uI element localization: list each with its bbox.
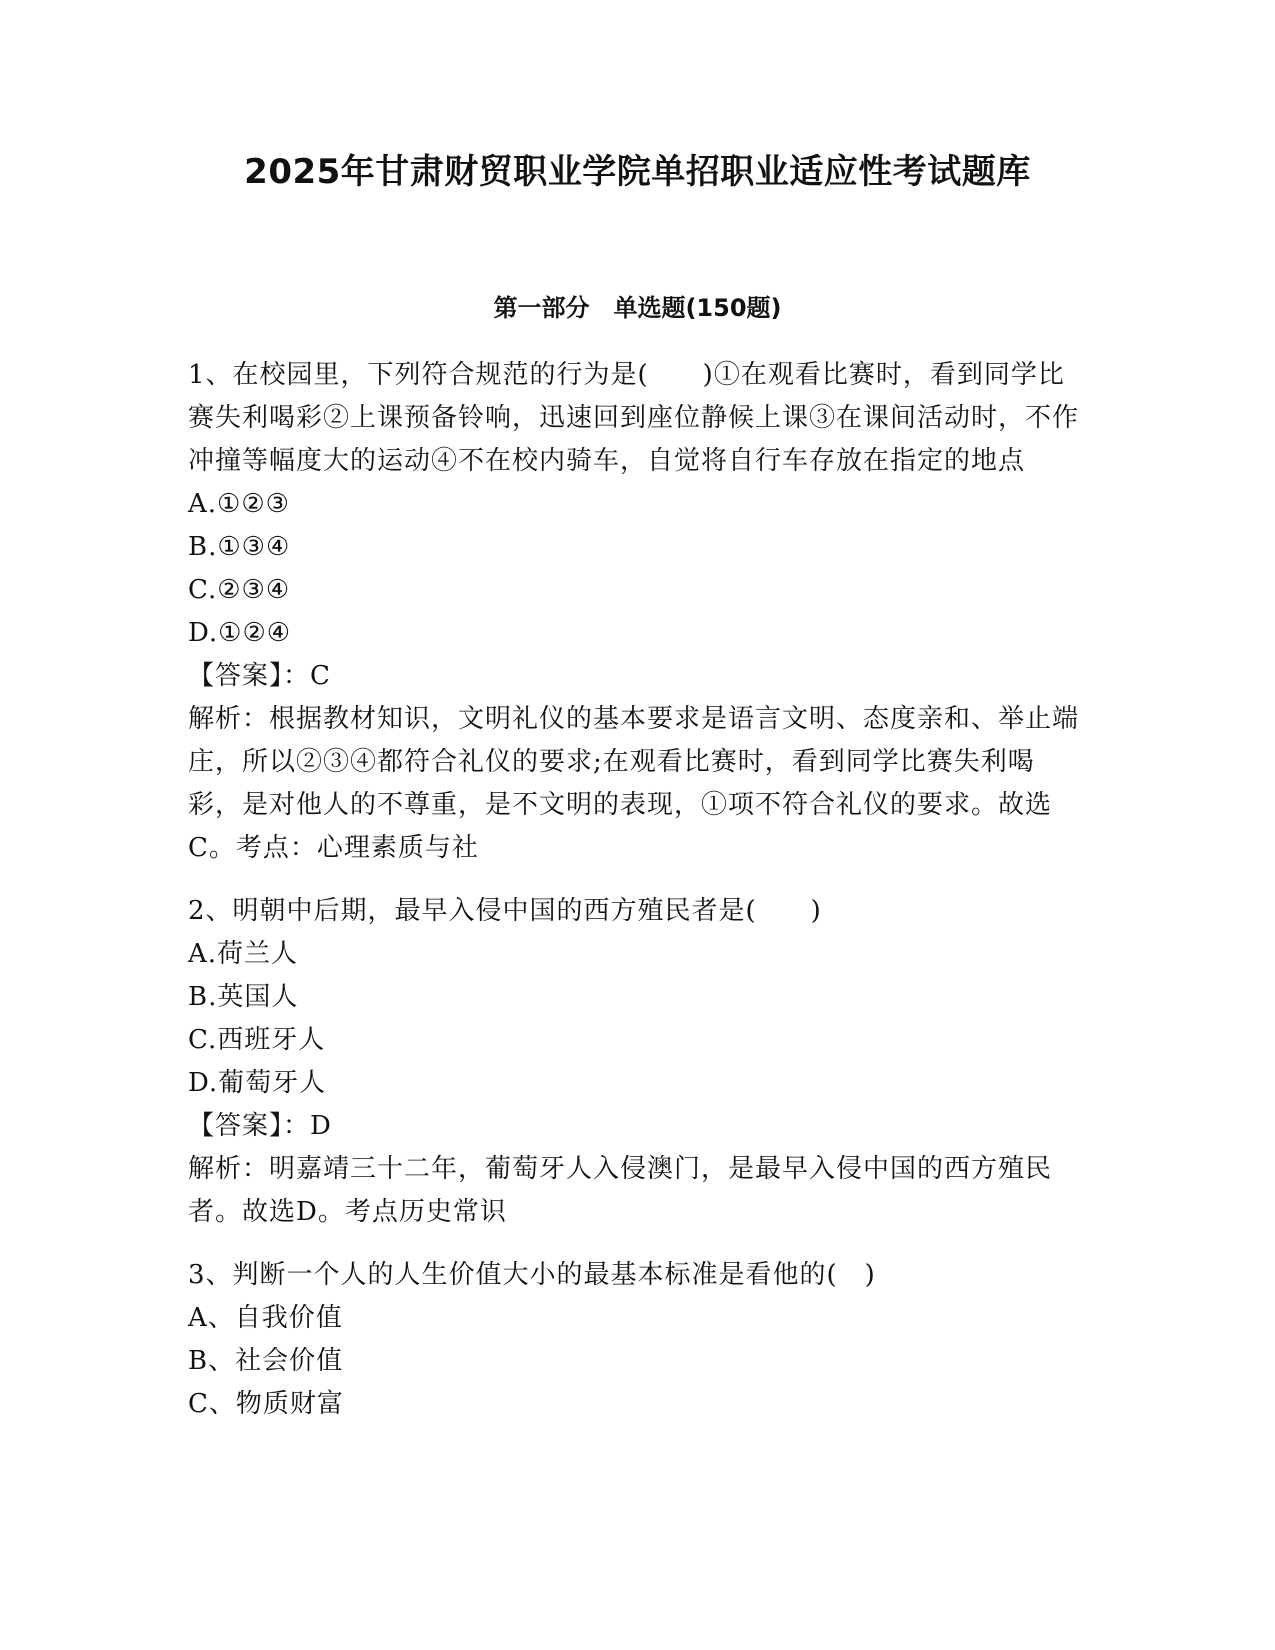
question-stem: 3、判断一个人的人生价值大小的最基本标准是看他的( )	[188, 1260, 876, 1290]
option-a: A.荷兰人	[188, 939, 299, 969]
answer-value: C	[310, 661, 331, 691]
question-stem: 2、明朝中后期，最早入侵中国的西方殖民者是( )	[188, 896, 822, 926]
section-title: 第一部分 单选题(150题)	[493, 294, 782, 322]
option-d: D.①②④	[188, 618, 292, 648]
document-title: 2025年甘肃财贸职业学院单招职业适应性考试题库	[244, 152, 1031, 192]
analysis-text: 解析：明嘉靖三十二年，葡萄牙人入侵澳门，是最早入侵中国的西方殖民者。故选D。考点历史常识	[188, 1154, 1053, 1227]
question-list	[188, 354, 1088, 1446]
answer-label: 【答案】	[188, 1111, 284, 1141]
analysis-text: 解析：根据教材知识，文明礼仪的基本要求是语言文明、态度亲和、举止端庄，所以②③④都符合礼仪的要求;在观看比赛时，看到同学比赛失利喝彩，是对他人的不尊重，是不文明的表现，①项不符合礼仪的要求。故选C。考点：心理素质与社	[188, 704, 1080, 863]
option-b: B.英国人	[188, 982, 299, 1012]
question-stem: 1、在校园里，下列符合规范的行为是( )①在观看比赛时，看到同学比赛失利喝彩②上课预备铃响，迅速回到座位静候上课③在课间活动时，不作冲撞等幅度大的运动④不在校内骑车，自觉将自行车存放在指定的地点	[188, 360, 1080, 476]
option-b: B、社会价值	[188, 1346, 344, 1376]
option-c: C、物质财富	[188, 1389, 344, 1419]
option-c: C.②③④	[188, 575, 291, 605]
question-item	[188, 1254, 1088, 1426]
option-a: A、自我价值	[188, 1303, 343, 1333]
answer-separator: ：	[283, 661, 311, 691]
question-item	[188, 890, 1088, 1234]
option-a: A.①②③	[188, 489, 290, 519]
option-d: D.葡萄牙人	[188, 1068, 327, 1098]
question-item	[188, 354, 1088, 870]
answer-line	[188, 655, 1088, 698]
option-c: C.西班牙人	[188, 1025, 326, 1055]
answer-label: 【答案】	[188, 661, 284, 691]
option-b: B.①③④	[188, 532, 291, 562]
answer-separator: ：	[283, 1111, 311, 1141]
answer-line	[188, 1105, 1088, 1148]
answer-value: D	[310, 1111, 332, 1141]
